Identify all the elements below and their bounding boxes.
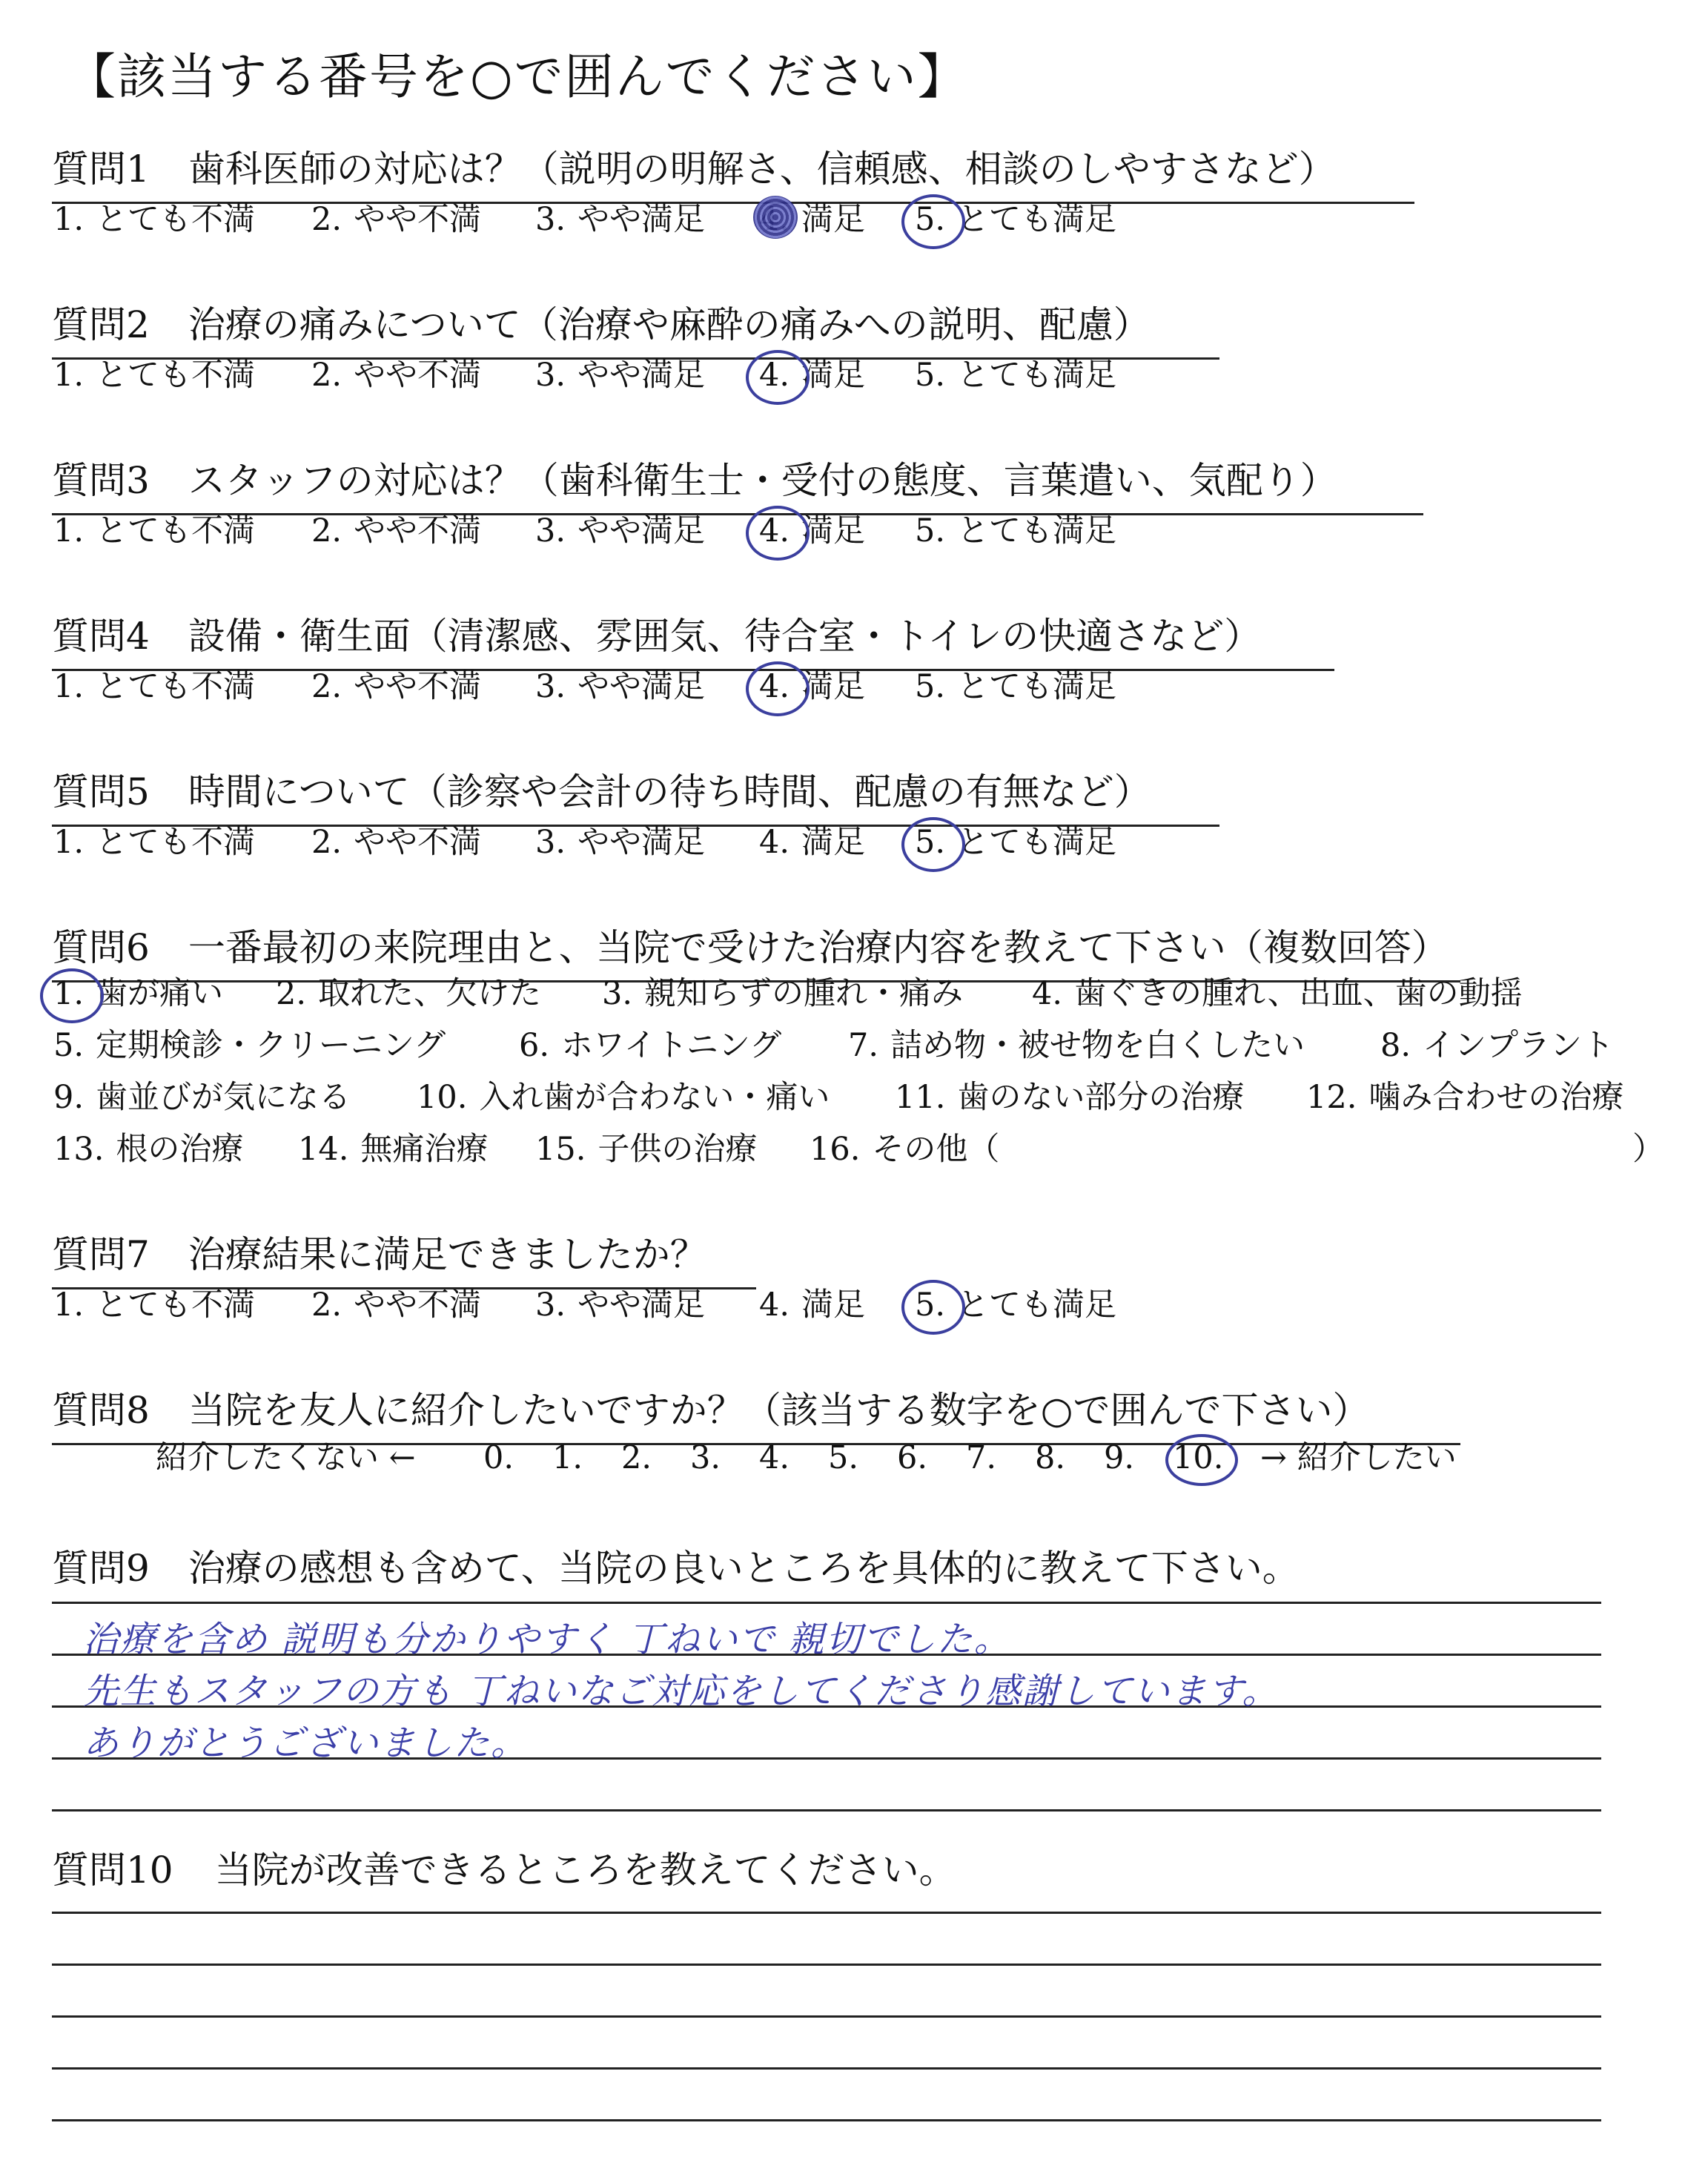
question-text: 当院を友人に紹介したいですか？（該当する数字を○で囲んで下さい） xyxy=(188,1389,1370,1432)
option-7[interactable]: 7. 詰め物・被せ物を白くしたい xyxy=(848,1027,1305,1064)
option-3[interactable]: 3. やや満足 xyxy=(535,668,706,705)
writing-line[interactable] xyxy=(52,1964,1601,1966)
scribble-mark xyxy=(753,196,798,239)
scale-3[interactable]: 3. xyxy=(690,1439,721,1476)
question-text: 治療の感想も含めて、当院の良いところを具体的に教えて下さい。 xyxy=(188,1547,1300,1590)
option-3[interactable]: 3. 親知らずの腫れ・痛み xyxy=(602,975,964,1012)
option-2[interactable]: 2. やや不満 xyxy=(311,668,482,705)
option-4[interactable]: 4. 満足 xyxy=(759,1287,866,1324)
option-1[interactable]: 1. とても不満 xyxy=(53,201,256,238)
option-1[interactable]: 1. 歯が痛い xyxy=(53,973,223,1014)
scale-8[interactable]: 8. xyxy=(1035,1439,1066,1476)
option-1[interactable]: 1. とても不満 xyxy=(53,512,256,549)
circle-mark xyxy=(901,194,965,249)
option-3[interactable]: 3. やや満足 xyxy=(535,1287,706,1324)
question-label: 質問2 xyxy=(52,303,150,346)
scale-7[interactable]: 7. xyxy=(966,1439,997,1476)
question-text: 当院が改善できるところを教えてください。 xyxy=(214,1849,956,1892)
option-4[interactable]: 4. 満足 xyxy=(759,666,865,707)
question-text: 歯科医師の対応は？（説明の明解さ、信頼感、相談のしやすさなど） xyxy=(188,148,1336,191)
option-11[interactable]: 11. 歯のない部分の治療 xyxy=(895,1079,1245,1116)
question-7-title xyxy=(52,1225,756,1289)
circle-mark xyxy=(901,817,965,872)
question-text: 治療の痛みについて（治療や麻酔の痛みへの説明、配慮） xyxy=(188,303,1151,346)
scale-2[interactable]: 2. xyxy=(621,1439,652,1476)
option-5[interactable]: 5. とても満足 xyxy=(915,1284,1116,1326)
question-1-title xyxy=(52,139,1414,204)
question-label: 質問6 xyxy=(52,926,150,969)
option-5[interactable]: 5. とても満足 xyxy=(915,199,1116,240)
option-5[interactable]: 5. とても満足 xyxy=(915,512,1117,549)
option-12[interactable]: 12. 噛み合わせの治療 xyxy=(1306,1079,1624,1116)
scale-1[interactable]: 1. xyxy=(552,1439,583,1476)
option-5[interactable]: 5. とても満足 xyxy=(915,822,1116,863)
writing-line xyxy=(52,1809,1601,1811)
option-1[interactable]: 1. とても不満 xyxy=(53,1287,256,1324)
question-label: 質問1 xyxy=(52,148,150,191)
scale-9[interactable]: 9. xyxy=(1104,1439,1135,1476)
question-3-title xyxy=(52,451,1423,515)
circle-mark xyxy=(1165,1434,1238,1486)
circle-mark xyxy=(746,661,810,716)
option-3[interactable]: 3. やや満足 xyxy=(535,512,706,549)
question-4-title xyxy=(52,607,1334,671)
question-5-title xyxy=(52,762,1219,827)
option-15[interactable]: 15. 子供の治療 xyxy=(535,1131,758,1168)
question-label: 質問10 xyxy=(52,1849,173,1892)
question-text: 一番最初の来院理由と、当院で受けた治療内容を教えて下さい（複数回答） xyxy=(188,926,1449,969)
scale-left-label: 紹介したくない ← xyxy=(156,1439,416,1476)
option-13[interactable]: 13. 根の治療 xyxy=(53,1131,244,1168)
question-label: 質問9 xyxy=(52,1547,150,1590)
option-9[interactable]: 9. 歯並びが気になる xyxy=(53,1079,351,1116)
circle-mark xyxy=(746,506,810,561)
scale-6[interactable]: 6. xyxy=(897,1439,928,1476)
writing-line[interactable] xyxy=(52,2067,1601,2070)
option-6[interactable]: 6. ホワイトニング xyxy=(519,1027,782,1064)
question-9-title xyxy=(52,1539,1300,1601)
question-text: スタッフの対応は？（歯科衛生士・受付の態度、言葉遣い、気配り） xyxy=(188,459,1337,502)
question-text: 設備・衛生面（清潔感、雰囲気、待合室・トイレの快適さなど） xyxy=(188,615,1262,658)
option-1[interactable]: 1. とても不満 xyxy=(53,824,256,861)
circle-mark xyxy=(901,1280,965,1335)
other-close-bracket: ） xyxy=(1632,1131,1664,1168)
option-2[interactable]: 2. やや不満 xyxy=(311,512,482,549)
option-3[interactable]: 3. やや満足 xyxy=(535,824,706,861)
instruction-heading: 【該当する番号を○で囲んでください】 xyxy=(67,48,968,105)
option-3[interactable]: 3. やや満足 xyxy=(535,201,706,238)
writing-line[interactable] xyxy=(52,2119,1601,2121)
option-1[interactable]: 1. とても不満 xyxy=(53,357,256,394)
option-16[interactable]: 16. その他（ xyxy=(810,1131,1000,1168)
option-2[interactable]: 2. やや不満 xyxy=(311,824,482,861)
option-4[interactable]: 満足 xyxy=(759,199,865,240)
scale-10[interactable]: 10. xyxy=(1173,1436,1223,1480)
writing-line[interactable] xyxy=(52,1912,1601,1914)
option-14[interactable]: 14. 無痛治療 xyxy=(298,1131,489,1168)
option-5[interactable]: 5. とても満足 xyxy=(915,668,1117,705)
option-5[interactable]: 5. 定期検診・クリーニング xyxy=(53,1027,446,1064)
scale-5[interactable]: 5. xyxy=(828,1439,859,1476)
handwritten-answer-line-3: ありがとうございました。 xyxy=(83,1723,529,1764)
option-4[interactable]: 4. 満足 xyxy=(759,510,865,552)
question-text: 治療結果に満足できましたか？ xyxy=(188,1233,707,1276)
question-2-title xyxy=(52,295,1219,360)
circle-mark xyxy=(40,968,104,1023)
writing-line xyxy=(52,1602,1601,1604)
question-label: 質問8 xyxy=(52,1389,150,1432)
circle-mark xyxy=(746,350,810,405)
option-4[interactable]: 4. 歯ぐきの腫れ、出血、歯の動揺 xyxy=(1032,975,1523,1012)
option-5[interactable]: 5. とても満足 xyxy=(915,357,1117,394)
question-label: 質問5 xyxy=(52,770,150,813)
option-1[interactable]: 1. とても不満 xyxy=(53,668,256,705)
question-label: 質問4 xyxy=(52,615,150,658)
handwritten-answer-line-2: 先生もスタッフの方も 丁ねいなご対応をしてくださり感謝しています。 xyxy=(83,1671,1280,1712)
option-2[interactable]: 2. やや不満 xyxy=(311,201,482,238)
question-label: 質問7 xyxy=(52,1233,150,1276)
scale-0[interactable]: 0. xyxy=(483,1439,514,1476)
option-3[interactable]: 3. やや満足 xyxy=(535,357,706,394)
option-4[interactable]: 4. 満足 xyxy=(759,354,865,396)
option-8[interactable]: 8. インプラント xyxy=(1380,1027,1615,1064)
option-4[interactable]: 4. 満足 xyxy=(759,824,866,861)
scale-right-label: → 紹介したい xyxy=(1260,1439,1457,1476)
option-2[interactable]: 2. 取れた、欠けた xyxy=(276,975,542,1012)
writing-line[interactable] xyxy=(52,2015,1601,2018)
option-10[interactable]: 10. 入れ歯が合わない・痛い xyxy=(417,1079,830,1116)
scale-4[interactable]: 4. xyxy=(759,1439,790,1476)
option-2[interactable]: 2. やや不満 xyxy=(311,1287,482,1324)
option-2[interactable]: 2. やや不満 xyxy=(311,357,482,394)
question-10-title xyxy=(52,1840,956,1903)
question-label: 質問3 xyxy=(52,459,150,502)
question-text: 時間について（診察や会計の待ち時間、配慮の有無など） xyxy=(188,770,1151,813)
handwritten-answer-line-1: 治療を含め 説明も分かりやすく 丁ねいで 親切でした。 xyxy=(83,1619,1011,1660)
